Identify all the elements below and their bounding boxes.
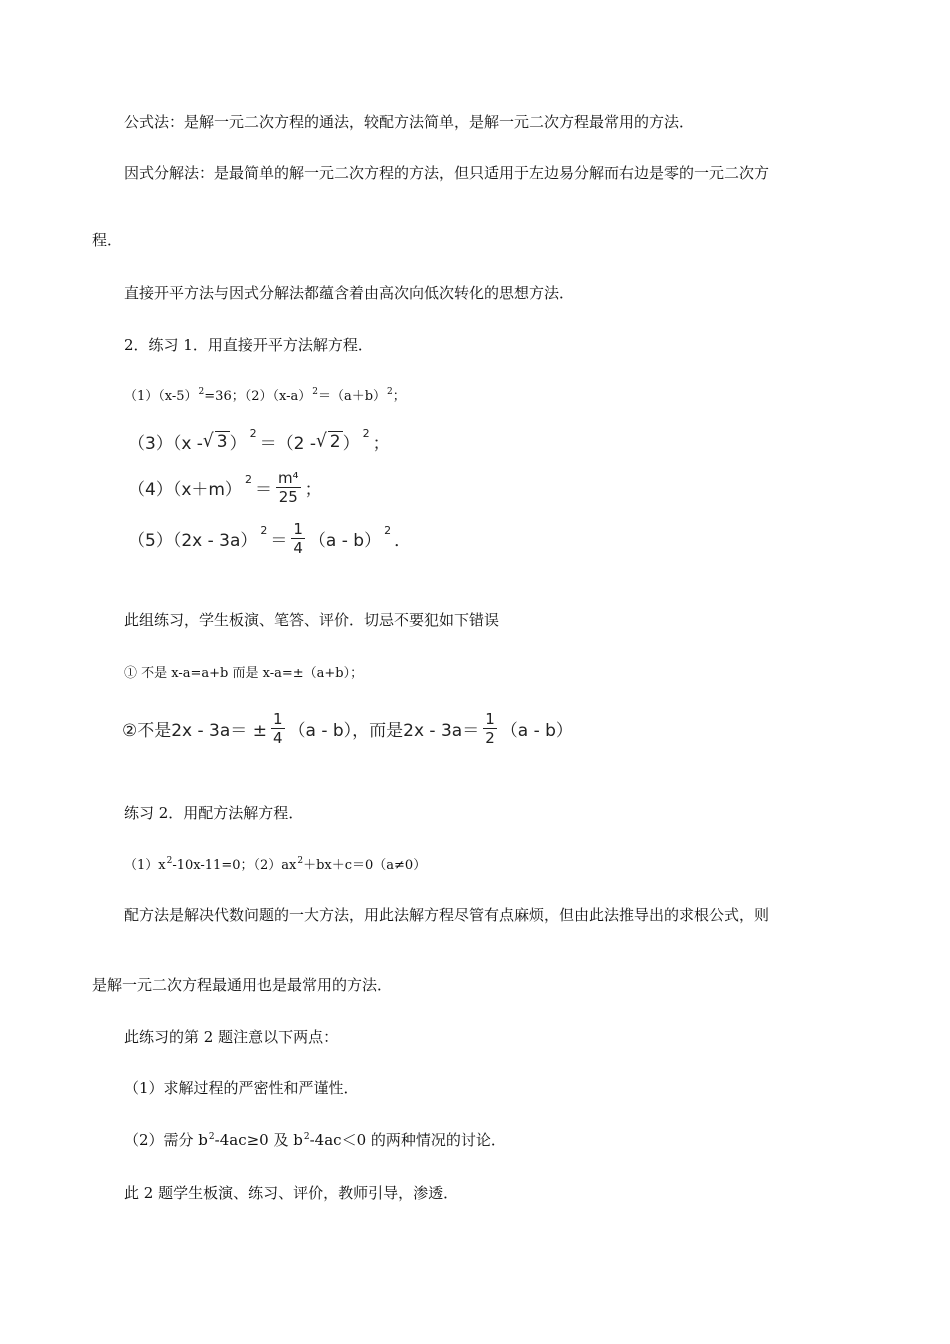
equation-3 xyxy=(128,426,390,456)
error-2-mid: （a - b），而是2x - 3a＝ xyxy=(288,720,480,741)
error-2-rhs: （a - b） xyxy=(500,720,573,741)
exercise-1-heading: 2．练习 1．用直接开平方法解方程． xyxy=(124,336,373,354)
eq3-end: ； xyxy=(372,433,390,454)
exponent: 2 xyxy=(208,1132,215,1142)
eq3-lhs: （3）（x - xyxy=(128,433,203,454)
eq3-close-2: ） xyxy=(342,433,360,454)
equation-4 xyxy=(128,463,322,511)
exponent: 2 xyxy=(198,387,205,397)
paragraph-formula-method: 公式法：是解一元二次方程的通法，较配方法简单，是解一元二次方程最常用的方法． xyxy=(124,113,695,131)
paragraph-transform-idea: 直接开平方法与因式分解法都蕴含着由高次向低次转化的思想方法． xyxy=(124,284,575,302)
paragraph-closing: 此 2 题学生板演、练习、评价，教师引导，渗透． xyxy=(124,1184,459,1202)
exponent: 2 xyxy=(384,523,392,537)
note-2-part-1: （2）需分 b xyxy=(124,1131,208,1149)
note-item-1: （1）求解过程的严密性和严谨性． xyxy=(124,1079,359,1097)
fraction-denominator: 4 xyxy=(293,538,303,557)
note-2-part-2: -4ac≥0 及 b xyxy=(214,1131,303,1149)
exercise-2-heading: 练习 2．用配方法解方程． xyxy=(124,804,304,822)
sqrt-radicand: 2 xyxy=(329,431,341,452)
paragraph-factoring-method: 因式分解法：是最简单的解一元二次方程的方法，但只适用于左边易分解而右边是零的一元二次方 xyxy=(124,164,770,182)
eq5-equals: ＝ xyxy=(270,530,288,551)
fraction-denominator: 4 xyxy=(272,728,283,747)
note-2-part-3: -4ac＜0 的两种情况的讨论． xyxy=(309,1131,506,1149)
eq-1-part: （1）（x-5） xyxy=(124,389,198,404)
exercise-1-items-1-2 xyxy=(124,387,406,408)
equation-5 xyxy=(128,514,411,562)
exponent: 2 xyxy=(362,426,370,440)
error-item-2 xyxy=(122,704,573,752)
fraction-denominator: 2 xyxy=(485,728,495,747)
eq-2-rhs: ＝（a＋b） xyxy=(317,389,387,404)
exponent: 2 xyxy=(387,387,393,397)
exponent: 2 xyxy=(312,387,318,397)
sqrt-symbol: √ xyxy=(315,430,327,452)
ex2-part-1: （1）x xyxy=(124,858,166,873)
sqrt-symbol: √ xyxy=(202,430,214,452)
fraction-numerator: 1 xyxy=(272,709,283,728)
paragraph-factoring-method-cont: 程． xyxy=(92,231,123,249)
eq4-end: ； xyxy=(304,479,322,500)
note-item-2 xyxy=(124,1130,506,1153)
eq5-end: ． xyxy=(394,530,412,551)
exponent: 2 xyxy=(260,523,268,537)
paragraph-notes-heading: 此练习的第 2 题注意以下两点： xyxy=(124,1028,339,1046)
error-item-1: ① 不是 x-a=a+b 而是 x-a=±（a+b）； xyxy=(124,666,364,681)
fraction xyxy=(271,710,285,747)
sqrt-radicand: 3 xyxy=(216,431,228,452)
exponent: 2 xyxy=(249,426,257,440)
paragraph-completing-square-cont: 是解一元二次方程最通用也是最常用的方法． xyxy=(92,976,393,994)
fraction-numerator: 1 xyxy=(485,709,495,728)
eq4-lhs: （4）（x＋m） xyxy=(128,479,242,500)
fraction xyxy=(291,520,305,557)
paragraph-common-errors: 此组练习，学生板演、笔答、评价．切忌不要犯如下错误 xyxy=(124,611,500,629)
eq5-lhs: （5）（2x - 3a） xyxy=(128,530,258,551)
eq5-rhs: （a - b） xyxy=(308,530,382,551)
eq3-rhs: ＝（2 - xyxy=(259,433,316,454)
exponent: 2 xyxy=(297,856,304,866)
eq-2-end: ； xyxy=(392,389,406,404)
ex2-part-3: ＋bx＋c＝0（a≠0） xyxy=(303,858,427,873)
exponent: 2 xyxy=(166,856,173,866)
fraction xyxy=(276,469,301,506)
fraction-denominator: 25 xyxy=(278,487,298,506)
fraction-numerator: 1 xyxy=(293,519,303,538)
exponent: 2 xyxy=(244,472,252,486)
eq-2-part: =36；（2）（x-a） xyxy=(204,389,312,404)
ex2-part-2: -10x-11=0；（2）ax xyxy=(172,858,297,873)
error-2-lhs: ②不是2x - 3a＝ ± xyxy=(122,720,267,741)
eq4-equals: ＝ xyxy=(254,479,272,500)
exercise-2-items xyxy=(124,856,426,877)
exponent: 2 xyxy=(303,1132,310,1142)
paragraph-completing-square: 配方法是解决代数问题的一大方法，用此法解方程尽管有点麻烦，但由此法推导出的求根公式，则 xyxy=(124,906,770,924)
eq3-close: ） xyxy=(229,433,247,454)
fraction xyxy=(483,710,497,747)
fraction-numerator: m⁴ xyxy=(277,468,299,487)
